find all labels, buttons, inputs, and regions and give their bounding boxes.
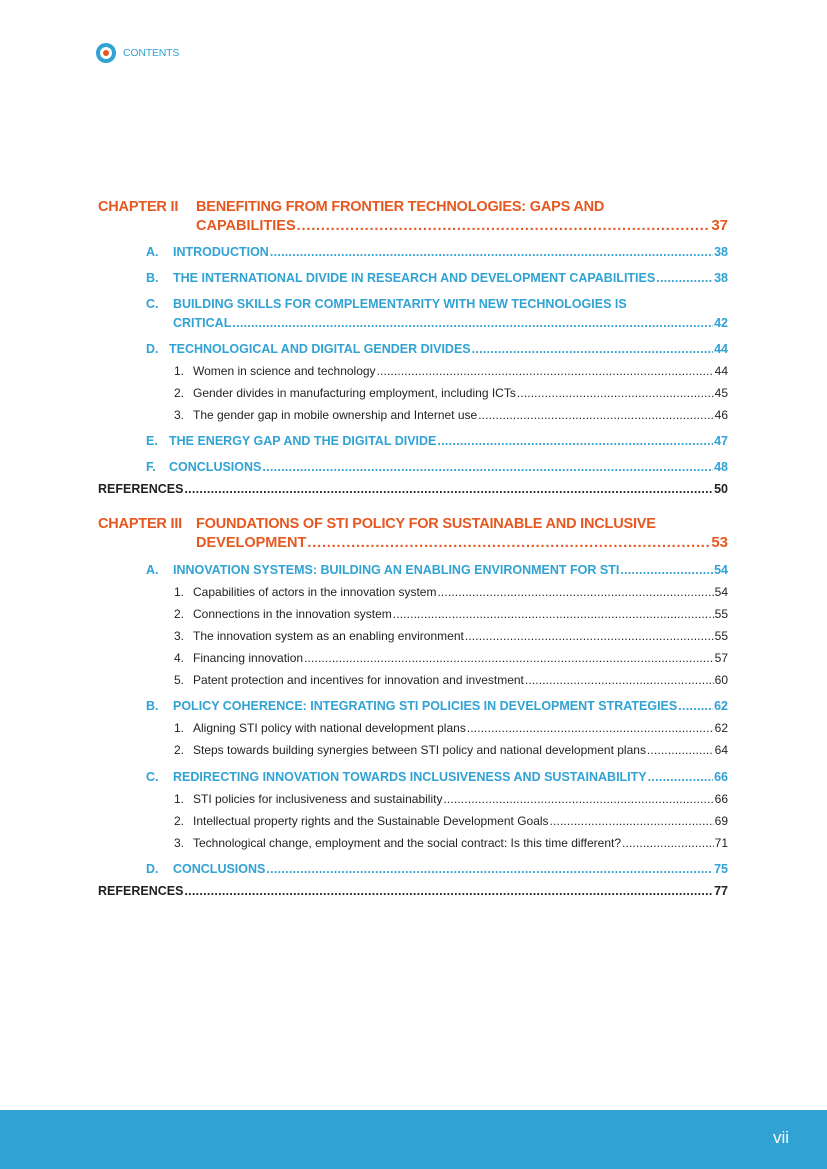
section-title: POLICY COHERENCE: INTEGRATING STI POLICIES IN DEVELOPMENT STRATEGIES (173, 699, 678, 713)
item-title: STI policies for inclusiveness and sustainability (193, 792, 443, 806)
page-number: 46 (714, 408, 728, 422)
toc-entry-3b-2[interactable] (174, 743, 728, 757)
page-number: 48 (714, 460, 728, 474)
dot-leader (648, 770, 713, 784)
toc-entry-chapter-3[interactable] (196, 534, 728, 551)
page-number: 69 (714, 814, 728, 828)
section-letter: C. (146, 770, 159, 784)
section-letter: A. (146, 245, 159, 259)
dot-leader (467, 721, 714, 735)
footer-page-number: vii (772, 1128, 789, 1147)
section-title: BUILDING SKILLS FOR COMPLEMENTARITY WITH NEW TECHNOLOGIES IS (173, 297, 627, 311)
item-number: 3. (174, 629, 185, 643)
dot-leader (393, 607, 714, 621)
toc-entry-2d-1[interactable] (174, 364, 728, 378)
toc-entry-2c-line1[interactable] (146, 297, 728, 311)
footer-bar (0, 1110, 827, 1169)
toc-entry-2c[interactable] (173, 316, 728, 330)
toc-entry-3d[interactable] (146, 862, 728, 876)
item-number: 5. (174, 673, 185, 687)
chapter-2-label: CHAPTER II (98, 199, 179, 215)
item-number: 3. (174, 408, 185, 422)
toc-entry-2f[interactable] (146, 460, 728, 474)
item-title: Financing innovation (193, 651, 304, 665)
section-letter: D. (146, 862, 159, 876)
toc-entry-2d-3[interactable] (174, 408, 728, 422)
dot-leader (443, 792, 713, 806)
dot-leader (262, 460, 713, 474)
target-icon (96, 43, 116, 63)
dot-leader (184, 884, 713, 898)
item-number: 1. (174, 792, 185, 806)
chapter-2-title-line2: CAPABILITIES (196, 218, 296, 234)
toc-entry-3b[interactable] (146, 699, 728, 713)
page-number: 50 (714, 482, 728, 496)
dot-leader (266, 862, 713, 876)
dot-leader (647, 743, 714, 757)
toc-entry-3a-2[interactable] (174, 607, 728, 621)
contents-label: CONTENTS (123, 47, 180, 59)
references-title: REFERENCES (98, 884, 184, 898)
section-letter: D. (146, 342, 159, 356)
page-number: 37 (711, 217, 728, 234)
section-letter: E. (146, 434, 158, 448)
item-number: 1. (174, 364, 185, 378)
references-title: REFERENCES (98, 482, 184, 496)
dot-leader (304, 651, 714, 665)
item-title: The gender gap in mobile ownership and Internet use (193, 408, 478, 422)
page-number: 62 (714, 699, 728, 713)
toc-entry-3a-1[interactable] (174, 585, 728, 599)
item-title: Aligning STI policy with national development plans (193, 721, 466, 735)
item-number: 4. (174, 651, 185, 665)
item-title: Intellectual property rights and the Sustainable Development Goals (193, 814, 549, 828)
item-title: Steps towards building synergies between STI policy and national development plans (193, 743, 646, 757)
item-number: 2. (174, 386, 185, 400)
toc-entry-3c-2[interactable] (174, 814, 728, 828)
toc-entry-2-references[interactable] (98, 482, 728, 496)
page-number: 55 (714, 629, 728, 643)
item-title: Women in science and technology (193, 364, 376, 378)
dot-leader (517, 386, 714, 400)
page-number: 77 (714, 884, 728, 898)
dot-leader (620, 563, 713, 577)
section-title: TECHNOLOGICAL AND DIGITAL GENDER DIVIDES (169, 342, 471, 356)
page-number: 38 (714, 271, 728, 285)
dot-leader (297, 218, 711, 234)
item-number: 1. (174, 721, 185, 735)
chapter-3-title-line1: FOUNDATIONS OF STI POLICY FOR SUSTAINABLE AND INCLUSIVE (196, 516, 656, 532)
item-number: 2. (174, 607, 185, 621)
page-number: 64 (714, 743, 728, 757)
dot-leader (437, 585, 713, 599)
toc-entry-3c-1[interactable] (174, 792, 728, 806)
page-number: 44 (714, 342, 728, 356)
toc-entry-3a-4[interactable] (174, 651, 728, 665)
section-title: INNOVATION SYSTEMS: BUILDING AN ENABLING ENVIRONMENT FOR STI (173, 563, 620, 577)
section-title-continued: CRITICAL (173, 316, 232, 330)
item-number: 1. (174, 585, 185, 599)
toc-entry-2d[interactable] (146, 342, 728, 356)
page-number: 45 (714, 386, 728, 400)
dot-leader (472, 342, 713, 356)
toc-entry-3a[interactable] (146, 563, 728, 577)
item-title: The innovation system as an enabling environment (193, 629, 464, 643)
chapter-3-title-line2: DEVELOPMENT (196, 535, 307, 551)
page-number: 38 (714, 245, 728, 259)
dot-leader (656, 271, 713, 285)
toc-entry-3a-3[interactable] (174, 629, 728, 643)
contents-link[interactable] (96, 42, 179, 64)
page-number: 54 (714, 563, 728, 577)
item-title: Capabilities of actors in the innovation system (193, 585, 437, 599)
item-number: 3. (174, 836, 185, 850)
section-title: THE ENERGY GAP AND THE DIGITAL DIVIDE (169, 434, 437, 448)
dot-leader (465, 629, 714, 643)
toc-entry-3b-1[interactable] (174, 721, 728, 735)
page-number: 66 (714, 792, 728, 806)
item-title: Patent protection and incentives for innovation and investment (193, 673, 524, 687)
dot-leader (307, 535, 710, 551)
item-number: 2. (174, 743, 185, 757)
page-number: 55 (714, 607, 728, 621)
toc-entry-2a[interactable] (146, 245, 728, 259)
section-letter: B. (146, 699, 159, 713)
page-number: 66 (714, 770, 728, 784)
dot-leader (678, 699, 713, 713)
chapter-3-label: CHAPTER III (98, 516, 182, 532)
toc-entry-3c[interactable] (146, 770, 728, 784)
section-letter: A. (146, 563, 159, 577)
section-letter: B. (146, 271, 159, 285)
page-number: 54 (714, 585, 728, 599)
section-letter: F. (146, 460, 156, 474)
toc-entry-3a-5[interactable] (174, 673, 728, 687)
section-title: CONCLUSIONS (173, 862, 266, 876)
item-number: 2. (174, 814, 185, 828)
toc-entry-2b[interactable] (146, 271, 728, 285)
toc-entry-chapter-2[interactable] (196, 217, 728, 234)
dot-leader (270, 245, 713, 259)
page-number: 75 (714, 862, 728, 876)
toc-entry-2d-2[interactable] (174, 386, 728, 400)
page-number: 60 (714, 673, 728, 687)
dot-leader (377, 364, 714, 378)
page-number: 47 (714, 434, 728, 448)
toc-entry-3c-3[interactable] (174, 836, 728, 850)
page-number: 62 (714, 721, 728, 735)
page-number: 42 (714, 316, 728, 330)
dot-leader (622, 836, 714, 850)
item-title: Gender divides in manufacturing employment, including ICTs (193, 386, 516, 400)
section-title: CONCLUSIONS (169, 460, 262, 474)
section-title: INTRODUCTION (173, 245, 269, 259)
toc-entry-2e[interactable] (146, 434, 728, 448)
section-title: REDIRECTING INNOVATION TOWARDS INCLUSIVENESS AND SUSTAINABILITY (173, 770, 647, 784)
section-letter: C. (146, 297, 159, 311)
item-title: Connections in the innovation system (193, 607, 392, 621)
page-number: 71 (714, 836, 728, 850)
dot-leader (184, 482, 713, 496)
page-number: 44 (714, 364, 728, 378)
item-title: Technological change, employment and the social contract: Is this time different? (193, 836, 622, 850)
section-title: THE INTERNATIONAL DIVIDE IN RESEARCH AND DEVELOPMENT CAPABILITIES (173, 271, 656, 285)
dot-leader (478, 408, 713, 422)
toc-entry-3-references[interactable] (98, 884, 728, 898)
dot-leader (525, 673, 714, 687)
dot-leader (232, 316, 713, 330)
chapter-2-title-line1: BENEFITING FROM FRONTIER TECHNOLOGIES: GAPS AND (196, 199, 605, 215)
page-number: 53 (711, 534, 728, 551)
page-number: 57 (714, 651, 728, 665)
dot-leader (550, 814, 714, 828)
dot-leader (437, 434, 713, 448)
